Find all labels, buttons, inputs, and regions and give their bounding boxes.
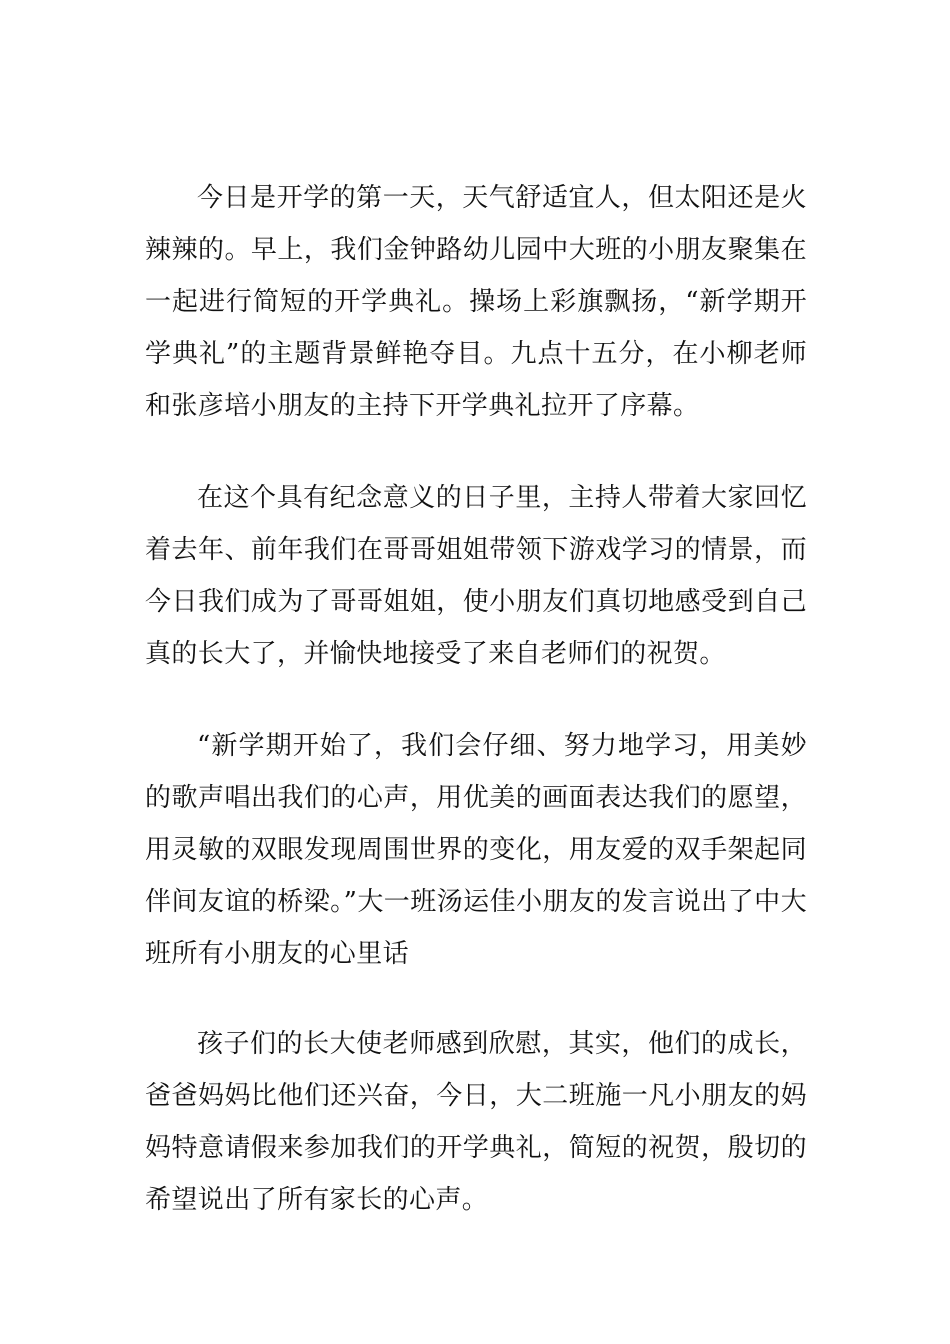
paragraph-2: 在这个具有纪念意义的日子里，主持人带着大家回忆着去年、前年我们在哥哥姐姐带领下游戏学习的情景，而今日我们成为了哥哥姐姐，使小朋友们真切地感受到自己真的长大了，并愉快地接受了来自老师们的祝贺。	[145, 483, 807, 669]
paragraph-3: “新学期开始了，我们会仔细、努力地学习，用美妙的歌声唱出我们的心声，用优美的画面表达我们的愿望，用灵敏的双眼发现周围世界的变化，用友爱的双手架起同伴间友谊的桥梁。”大一班汤运佳小朋友的发言说出了中大班所有小朋友的心里话	[145, 731, 807, 969]
paragraph-1: 今日是开学的第一天，天气舒适宜人，但太阳还是火辣辣的。早上，我们金钟路幼儿园中大班的小朋友聚集在一起进行简短的开学典礼。操场上彩旗飘扬，“新学期开学典礼”的主题背景鲜艳夺目。九点十五分，在小柳老师和张彦培小朋友的主持下开学典礼拉开了序幕。	[145, 183, 807, 421]
paragraph-4: 孩子们的长大使老师感到欣慰，其实，他们的成长，爸爸妈妈比他们还兴奋，今日，大二班施一凡小朋友的妈妈特意请假来参加我们的开学典礼，简短的祝贺，殷切的希望说出了所有家长的心声。	[145, 1029, 807, 1215]
